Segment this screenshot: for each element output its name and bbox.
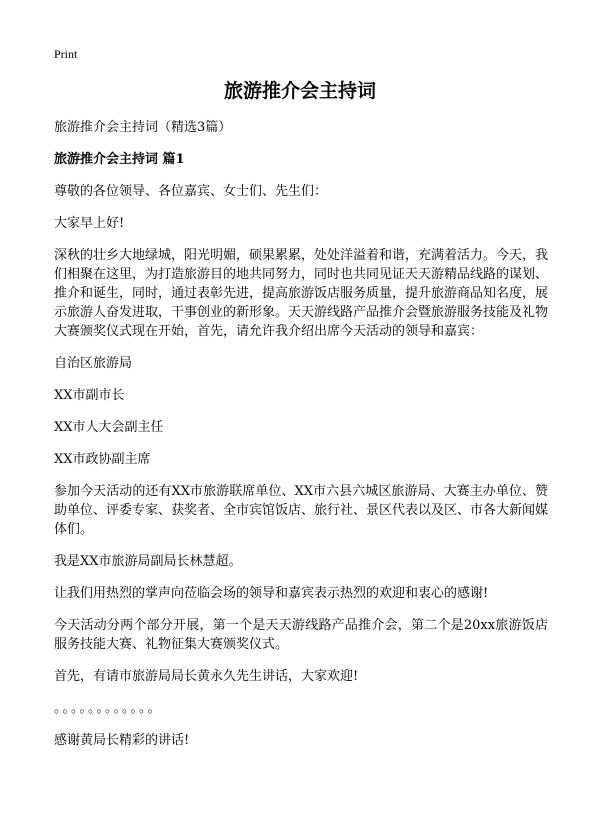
document-body: [54, 118, 548, 763]
paragraph-guest-1: 自治区旅游局: [54, 356, 133, 371]
print-link[interactable]: Print: [54, 47, 78, 61]
paragraph-thanks: 感谢黄局长精彩的讲话!: [54, 733, 190, 748]
paragraph-good-morning: 大家早上好!: [54, 216, 125, 231]
paragraph-agenda: 今天活动分两个部分开展，第一个是天天游线路产品推介会，第二个是20xx旅游饭店服务技能大赛、礼物征集大赛颁奖仪式。: [54, 618, 548, 652]
paragraph-guest-2: XX市副市长: [54, 388, 125, 403]
document-subtitle: 旅游推介会主持词（精选3篇）: [54, 120, 232, 135]
paragraph-opening: 深秋的壮乡大地绿城，阳光明媚，硕果累累，处处洋溢着和谐，充满着活力。今天，我们相聚在这里，为打造旅游目的地共同努力，同时也共同见证天天游精品线路的谋划、推介和诞生，同时，通过表彰先进，提高旅游饭店服务质量，提升旅游商品知名度，展示旅游人奋发进取，干事创业的新形象。天天游线路产品推介会暨旅游服务技能及礼物大赛颁奖仪式现在开始，首先，请允许我介绍出席今天活动的领导和嘉宾：: [54, 248, 549, 339]
paragraph-greeting: 尊敬的各位领导、各位嘉宾、女士们、先生们：: [54, 184, 328, 199]
paragraph-guest-3: XX市人大会副主任: [54, 420, 164, 435]
paragraph-guest-4: XX市政协副主席: [54, 452, 151, 467]
paragraph-ellipsis: 。。。。。。。。。。。。: [54, 701, 163, 716]
paragraph-speech-invite: 首先，有请市旅游局局长黄永久先生讲话，大家欢迎!: [54, 669, 359, 684]
paragraph-applause: 让我们用热烈的掌声向莅临会场的领导和嘉宾表示热烈的欢迎和衷心的感谢!: [54, 586, 489, 601]
paragraph-host-intro: 我是XX市旅游局副局长林慧超。: [54, 554, 242, 569]
section-heading: 旅游推介会主持词 篇1: [54, 152, 185, 167]
paragraph-attendees: 参加今天活动的还有XX市旅游联席单位、XX市六县六城区旅游局、大赛主办单位、赞助单位、评委专家、获奖者、全市宾馆饭店、旅行社、景区代表以及区、市各大新闻媒体们。: [54, 484, 549, 537]
page-title: 旅游推介会主持词: [223, 80, 376, 102]
